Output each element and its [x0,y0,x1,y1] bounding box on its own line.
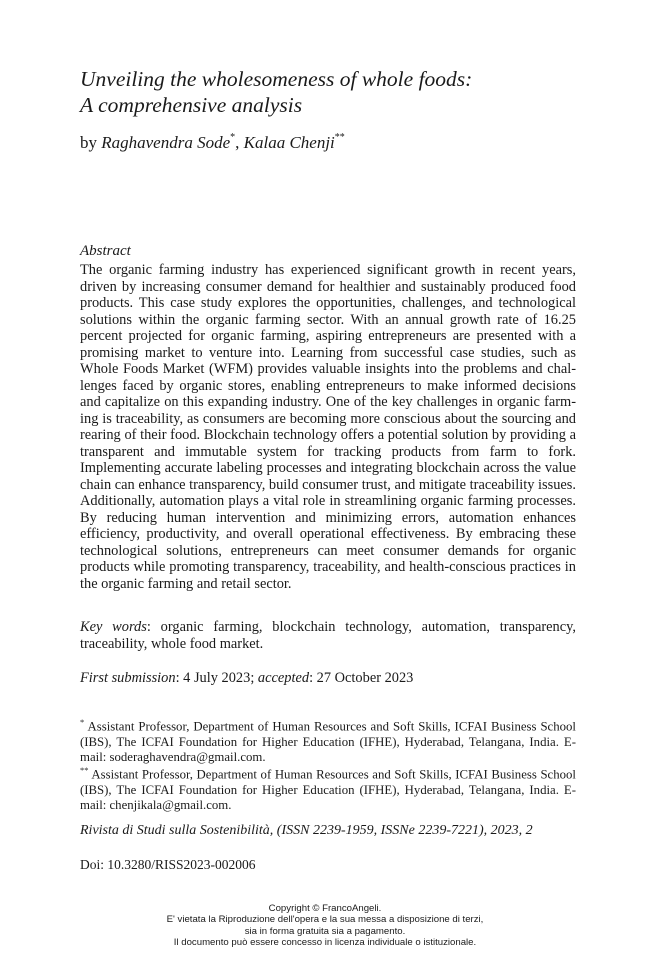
author-2-name: Kalaa Chenji [243,133,335,152]
footnote-2-mark: ** [80,765,89,775]
submission-dates [80,670,413,687]
copyright-line-2: E' vietata la Riproduzione dell'opera e la sua messa a disposizione di terzi, [166,914,484,926]
submission-date: : 4 July 2023; [175,670,258,686]
doi-line: Doi: 10.3280/RISS2023-002006 [80,857,256,872]
author-1-name: Raghavendra Sode [101,133,231,152]
abstract-body: The organic farming industry has experienced significant growth in recent years, driven by increasing consumer demand for healthier and sustainably produced food products. This case study explores the opportunities, challenges, and technological solutions within the organic farming sector. With an annual growth rate of 16.25 percent projected for organic farming, aspiring entrepreneurs are presented with a promising market to venture into. Learning from successful case studies, such as Whole Foods Market (WFM) provides valuable insights into the problems and challenges faced by organic stores, enabling entrepreneurs to make informed decisions and capitalize on this expanding industry. One of the key challenges in organic farming is traceability, as consumers are becoming more conscious about the sourcing and rearing of their food. Blockchain technology offers a potential solution by providing a transparent and immutable system for tracking products from farm to fork. Implementing accurate labeling processes and integrating blockchain across the value chain can enhance transparency, build consumer trust, and mitigate traceability issues. Additionally, automation plays a vital role in streamlining organic farming processes. By reducing human intervention and minimizing errors, automation enhances efficiency, productivity, and overall operational effectiveness. By embracing these technological solutions, entrepreneurs can meet consumer demands for organic products while promoting transparency, traceability, and health-conscious practices in the organic farming and retail sector. [80,262,576,592]
author-1-mark: * [230,132,236,144]
abstract-heading: Abstract [80,243,131,259]
title-line-2: A comprehensive analysis [80,93,303,117]
footnote-2-text: Assistant Professor, Department of Human Resources and Soft Skills, ICFAI Business School (IBS), The ICFAI Foundation for Higher Education (IFHE), Hyderabad, Telangana, India. E-mail: chenjikala@gmail.com. [80,767,576,813]
paper-title [80,66,600,118]
author-prefix: by [80,133,97,152]
copyright-line-1: Copyright © FrancoAngeli. [268,903,382,914]
keywords-text: : organic farming, blockchain technology, automation, transparency, traceability, whole food market. [80,619,576,652]
footnote-author-2 [80,763,576,814]
accepted-label: accepted [257,670,310,686]
author-2-mark: ** [334,132,345,144]
footnote-1-text: Assistant Professor, Department of Human Resources and Soft Skills, ICFAI Business School (IBS), The ICFAI Foundation for Higher Education (IFHE), Hyderabad, Telangana, India. E-mail: soderaghavendra@gmail.com. [80,719,576,765]
copyright-line-4: Il documento può essere concesso in licenza individuale o istituzionale. [173,937,477,949]
keywords-paragraph [80,619,576,652]
copyright-notice [75,903,575,949]
keywords-label: Key words [80,619,147,635]
journal-citation: Rivista di Studi sulla Sostenibilità, (ISSN 2239-1959, ISSNe 2239-7221), 2023, 2 [80,823,533,838]
title-line-1: Unveiling the wholesomeness of whole foods: [80,67,473,91]
footnote-1-mark: * [80,717,85,727]
author-separator: , [235,133,240,152]
author-line [80,133,345,153]
footnote-author-1 [80,715,576,766]
copyright-line-3: sia in forma gratuita sia a pagamento. [244,925,406,937]
accepted-date: : 27 October 2023 [309,670,414,686]
submission-label: First submission [80,670,176,686]
